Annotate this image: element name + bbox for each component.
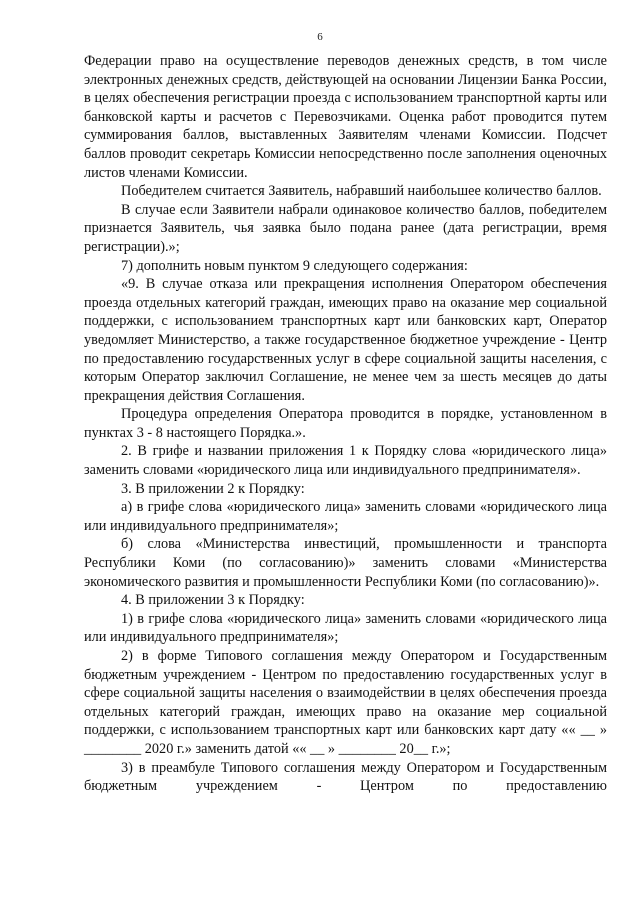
paragraph-item-2: 2. В грифе и названии приложения 1 к Порядку слова «юридического лица» заменить словами «юридического лица или индивидуального предпринимателя».	[84, 443, 607, 479]
document-body	[84, 52, 607, 796]
paragraph-license-continuation: Федерации право на осуществление переводов денежных средств, в том числе электронных денежных средств, действующей на основании Лицензии Банка России, в целях обеспечения регистрации проезда с использованием транспортной карты или банковской карты и расчетов с Перевозчиками. Оценка работ проводится путем суммирования баллов, выставленных Заявителям членами Комиссии. Подсчет баллов проводит секретарь Комиссии непосредственно после заполнения оценочных листов членами Комиссии.	[84, 53, 607, 181]
paragraph-winner-definition: Победителем считается Заявитель, набравший наибольшее количество баллов.	[121, 183, 602, 200]
paragraph-item-3a: а) в грифе слова «юридического лица» заменить словами «юридического лица или индивидуального предпринимателя»;	[84, 499, 607, 534]
paragraph-clause-9: «9. В случае отказа или прекращения исполнения Оператором обеспечения проезда отдельных категорий граждан, имеющих право на оказание мер социальной поддержки, с использованием транспортных карт или банковских карт, Оператор уведомляет Министерство, а также государственное бюджетное учреждение - Центр по предоставлению государственных услуг в сфере социальной защиты населения, с которым Оператор заключил Соглашение, не менее чем за шесть месяцев до даты прекращения действия Соглашения.	[84, 276, 607, 404]
paragraph-tie-break: В случае если Заявители набрали одинаковое количество баллов, победителем признается Заявитель, чья заявка было подана ранее (дата регистрации, время регистрации).»;	[84, 201, 607, 255]
paragraph-item-7: 7) дополнить новым пунктом 9 следующего содержания:	[121, 257, 468, 274]
paragraph-item-4-2: 2) в форме Типового соглашения между Оператором и Государственным бюджетным учреждением - Центром по предоставлению государственных услуг в сфере социальной защиты населения о взаимодействии в целях обеспечения проезда отдельных категорий граждан, имеющих право на оказание мер социальной поддержки, с использованием транспортных карт или банковских карт дату «« __ » ________ 2020 г.» заменить датой «« __ » ________ 20__ г.»;	[84, 648, 607, 757]
paragraph-operator-procedure: Процедура определения Оператора проводится в порядке, установленном в пунктах 3 - 8 настоящего Порядка.».	[84, 406, 607, 441]
paragraph-item-3: 3. В приложении 2 к Порядку:	[121, 480, 305, 497]
paragraph-item-3b: б) слова «Министерства инвестиций, промышленности и транспорта Республики Коми (по согласованию)» заменить словами «Министерства экономического развития и промышленности Республики Коми (по согласованию)».	[84, 536, 607, 590]
paragraph-item-4-3: 3) в преамбуле Типового соглашения между Оператором и Государственным бюджетным учреждением - Центром по предоставлению	[84, 759, 607, 795]
page-number: 6	[317, 31, 323, 43]
paragraph-item-4: 4. В приложении 3 к Порядку:	[121, 592, 305, 609]
paragraph-item-4-1: 1) в грифе слова «юридического лица» заменить словами «юридического лица или индивидуального предпринимателя»;	[84, 610, 607, 646]
